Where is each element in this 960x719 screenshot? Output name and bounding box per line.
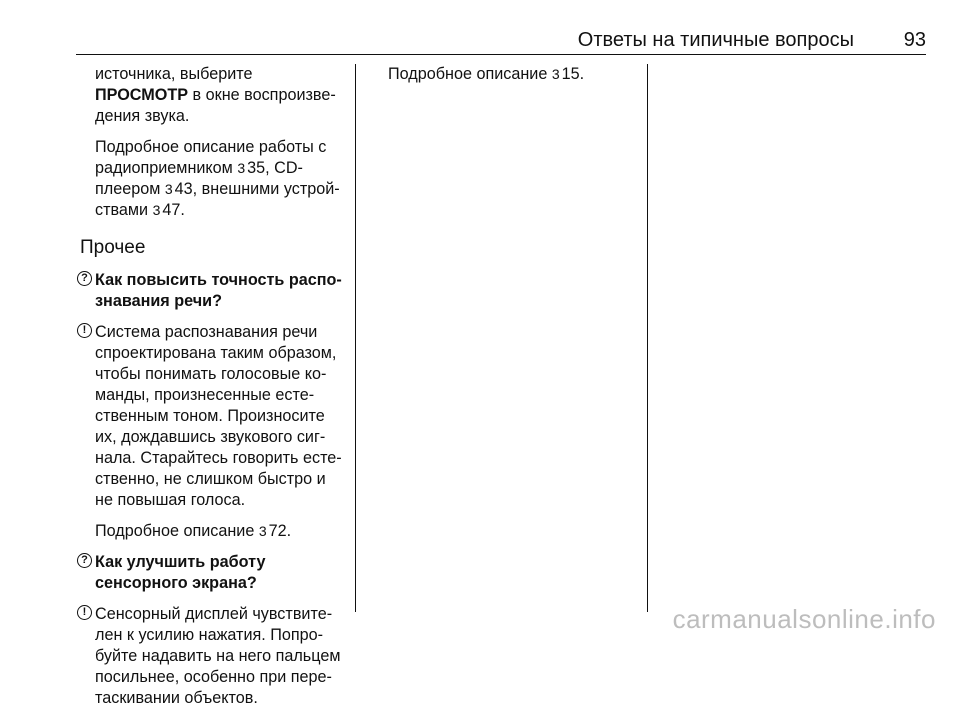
answer-1: ! Система распознавания речи спроектирована таким образом, чтобы понимать голосовые ко-манды, произнесенные есте-ственным тоном. Произносите их, дождавшись звукового сиг-нала. Старайтесь говорить есте-ственно, не слишком быстро и не повышая голоса. [80,322,344,511]
header-title: Ответы на типичные вопросы [577,29,854,51]
column-left [80,64,344,719]
column-middle [388,64,638,95]
paragraph-more-details: Подробное описание 3 15. [388,65,585,83]
ref-arrow-icon: 3 [237,160,246,176]
ref-arrow-icon: 3 [152,202,161,218]
column-divider-left [355,64,356,612]
question-1: ? Как повысить точность распо-знавания речи? [80,270,344,312]
page-header [76,28,926,55]
ref-arrow-icon: 3 [551,66,560,82]
answer-1-reference: Подробное описание 3 72. [95,522,292,540]
paragraph-details: Подробное описание работы с радиоприемником 3 35, CD-плеером 3 43, внешними устрой-ствами 3 47. [95,138,340,219]
page-number: 93 [903,29,926,51]
answer-icon: ! [77,323,92,338]
question-2: ? Как улучшить работу сенсорного экрана? [80,552,344,594]
paragraph-source: источника, выберите ПРОСМОТР в окне воспроизве- дения звука. [95,65,336,125]
answer-2: ! Сенсорный дисплей чувствите-лен к усилию нажатия. Попро-буйте надавить на него пальцем посильнее, особенно при пере-таскивании объектов. [80,604,344,709]
button-name-view: ПРОСМОТР [95,86,189,104]
answer-icon: ! [77,605,92,620]
column-divider-right [647,64,648,612]
watermark: carmanualsonline.info [672,604,936,634]
question-icon: ? [77,271,92,286]
section-title: Прочее [80,237,146,258]
question-icon: ? [77,553,92,568]
ref-arrow-icon: 3 [258,523,267,539]
ref-arrow-icon: 3 [164,181,173,197]
